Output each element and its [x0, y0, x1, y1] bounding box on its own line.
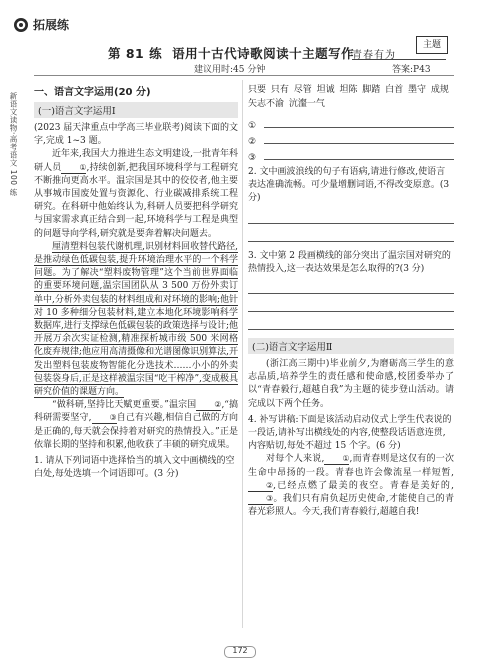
target-icon [13, 17, 29, 33]
question-2: 2. 文中画波浪线的句子有语病,请进行修改,使语言表达准确流畅。可少量增删词语,不得改变原意。(3 分) [248, 167, 450, 204]
header-rule [34, 75, 454, 76]
page-number: 172 [228, 645, 252, 657]
left-column [34, 83, 238, 481]
motto-underline [352, 59, 446, 60]
right-column [248, 83, 454, 519]
answer-line-2[interactable]: ② [248, 131, 454, 147]
answer-line-1[interactable]: ① [248, 115, 454, 131]
side-series-label: 新语文读物·高考语文 100 练 [9, 92, 18, 197]
practice-number: 第 81 练 [108, 46, 163, 61]
subsection-title-2: (二)语言文字运用Ⅱ [248, 338, 454, 354]
section-title: 一、语言文字运用(20 分) [34, 87, 151, 98]
q3-answer-line-3[interactable] [248, 312, 454, 330]
q3-answer-line-1[interactable] [248, 276, 454, 294]
passage-paragraph-2 [34, 241, 238, 399]
word-bank: 只要 只有 尽管 坦诚 坦陈 脚踏 白首 墨守 成规 矢志不渝 沆瀣一气 [248, 85, 449, 109]
q3-answer-line-2[interactable] [248, 294, 454, 312]
question-1: 1. 请从下列词语中选择恰当的填入文中画横线的空白处,每处选填一个词语即可。(3 分) [34, 456, 235, 480]
underlined-passage: 厘清塑料包装代谢机理,识别材料回收替代路径,是推动绿色低碳包装,提升环境治理水平的一个科学问题。为了解决“塑料废物管理”这个当前世界面临的重要环境问题,温宗国团队从 3 500 万份外卖订单中,分析外卖包装的材料组成和对环境的影响;他针对 10 多种细分包装材料,建立本地化环境影响科学数据库,进行支撑绿色低碳包装的政策选择与设计;他开展万余次实证检测,精准探析城市级 500 米网格化废弃规律;他应用高清摄像和光谱图像识别算法,开发出塑料包装废物智能化分选技术……小小的外卖包装袋身后,正是这样被温宗国“吃干榨净”,变成极具研究价值的课题方向。 [34, 241, 238, 398]
expand-practice-tag [13, 16, 69, 33]
theme-box: 主题 [416, 36, 448, 54]
question-3: 3. 文中第 2 段画横线的部分突出了温宗国对研究的热情投入,这一表达效果是怎么取得的?(3 分) [248, 250, 451, 274]
question-4: 4. 补写讲稿:下面是该活动启动仪式上学生代表说的一段话,请补写出横线处的内容,使整段话语意连贯,内容贴切,每处不超过 15 个字。(6 分) [248, 414, 452, 452]
blank-1: ① [61, 163, 86, 174]
subsection-title: (一)语言文字运用Ⅰ [34, 102, 238, 118]
answer-reference: 答案:P43 [392, 65, 431, 75]
activity-intro: (浙江高三期中)毕业前夕,为磨砺高三学生的意志品质,培养学生的责任感和使命感,校团委举办了以“青春毅行,超越自我”为主题的徒步登山活动。请完成以下两个任务。 [248, 359, 454, 409]
source-intro: (2023 届天津重点中学高三毕业联考)阅读下面的文字,完成 1~3 题。 [34, 123, 238, 147]
blank-2: ② [196, 400, 221, 411]
speech-blank-2: ② [248, 481, 273, 492]
blank-3: ③ [92, 413, 117, 424]
passage-paragraph-1: 近年来,我国大力推进生态文明建设,一批青年科研人员 ①,持续创新,把我国环境科学与工程研究不断推向更高水平。温宗国是其中的佼佼者,他主要从事城市国废处置与资源化、行业碳减排系统工程研究。在科研中他始终认为,科研人员要把科学研究与国家需求真正结合到一起,环境科学与工程是典型的问题导向学科,研究就是要奔着解决问题去。 [34, 149, 238, 239]
column-divider [242, 80, 243, 628]
tag-text: 拓展练 [33, 18, 70, 32]
practice-topic: 语用十古代诗歌阅读十主题写作 [172, 46, 355, 61]
speech-blank-3: ③ [248, 494, 273, 505]
answer-line-3[interactable]: ③ [248, 147, 454, 163]
passage-paragraph-3: “做科研,坚持比天赋更重要。”温宗国 ②,“搞科研需要坚守, ③自己有兴趣,相信自己做的方向是正确的,每天就会保持着对研究的热情投入。”正是依靠长期的坚持和积累,他收获了丰硕的研究成果。 [34, 400, 238, 450]
theme-motto: 青春有为 [352, 50, 396, 61]
speech-passage: 对每个人来说, ①,而青春则是这仅有的一次生命中昂扬的一段。青春也许会像流星一样短暂,②,已经点燃了最美的夜空。青春是美好的,③。我们只有肩负起历史使命,才能使自己的青春光彩照人。今天,我们青春毅行,超越自我! [248, 454, 454, 518]
q2-answer-line-2[interactable] [248, 224, 454, 242]
q2-answer-line-1[interactable] [248, 206, 454, 224]
speech-blank-1: ① [324, 454, 349, 465]
practice-title [108, 44, 354, 62]
suggest-time: 建议用时:45 分钟 [194, 65, 266, 75]
